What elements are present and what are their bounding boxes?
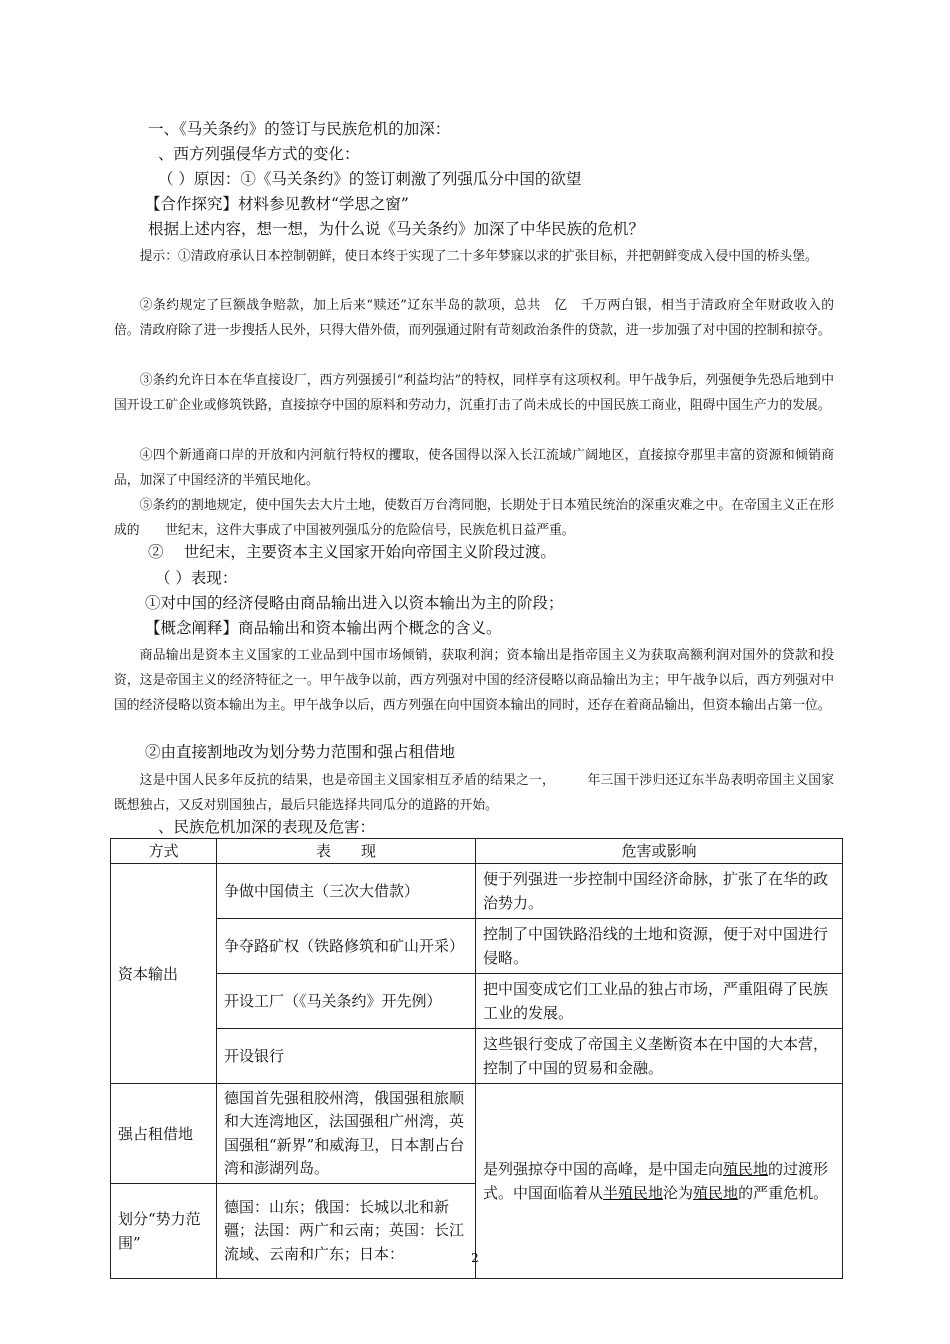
- subheading-1: 、西方列强侵华方式的变化：: [158, 145, 360, 163]
- section-heading-1: 一、《马关条约》的签订与民族危机的加深：: [148, 120, 451, 138]
- concept-paragraph: 商品输出是资本主义国家的工业品到中国市场倾销，获取利润；资本输出是指帝国主义为获取高额利润对国外的贷款和投资，这是帝国主义的经济特征之一。甲午战争以前，西方列强对中国的经济侵略以商品输出为主；甲午战争以后，西方列强对中国的经济侵略以资本输出为主。甲午战争以后，西方列强在向中国资本输出的同时，还存在着商品输出，但资本输出占第一位。: [114, 648, 834, 713]
- effect-text: 是列强掠夺中国的高峰，是中国走向: [483, 1160, 724, 1178]
- transition-line: ② 世纪末，主要资本主义国家开始向帝国主义阶段过渡。: [148, 543, 556, 561]
- table-row: [111, 919, 843, 974]
- effect-cell: 便于列强进一步控制中国经济命脉，扩张了在华的政治势力。: [476, 864, 843, 919]
- effect-text: 的过渡形式。中国面临着从: [483, 1160, 829, 1202]
- hint-paragraph-4: ④四个新通商口岸的开放和内河航行特权的攫取，使各国得以深入长江流域广阔地区，直接掠夺那里丰富的资源和倾销商品，加深了中国经济的半殖民地化。: [114, 448, 834, 488]
- method-sphere: 划分“势力范围”: [111, 1184, 217, 1279]
- effect-cell: 这些银行变成了帝国主义垄断资本在中国的大本营，控制了中国的贸易和金融。: [476, 1029, 843, 1084]
- performance-line: （ ）表现：: [155, 569, 238, 587]
- table-row: [111, 974, 843, 1029]
- table-row: [111, 1029, 843, 1084]
- effect-cell: 把中国变成它们工业品的独占市场，严重阻碍了民族工业的发展。: [476, 974, 843, 1029]
- reason-line: （ ）原因：①《马关条约》的签订刺激了列强瓜分中国的欲望: [158, 170, 582, 188]
- hint-paragraph-1: 提示：①清政府承认日本控制朝鲜，使日本终于实现了二十多年梦寐以求的扩张目标，并把朝鲜变成入侵中国的桥头堡。: [139, 249, 818, 264]
- semi-colony-term: 半殖民地: [603, 1184, 664, 1202]
- table-row: [111, 1084, 843, 1184]
- method-lease: 强占租借地: [111, 1084, 217, 1184]
- page-number: 2: [471, 1251, 479, 1265]
- hint-paragraph-2: ②条约规定了巨额战争赔款，加上后来“赎还”辽东半岛的款项，总共 亿 千万两白银，相当于清政府全年财政收入的 倍。清政府除了进一步搜括人民外，只得大借外债，而列强通过附有苛刻政治条件的贷款，进一步加强了对中国的控制和掠夺。: [114, 298, 847, 338]
- performance-cell: 德国：山东；俄国：长城以北和新疆；法国：两广和云南；英国：长江流域、云南和广东；日本：: [217, 1184, 476, 1279]
- performance-cell: 开设工厂（《马关条约》开先例）: [217, 974, 476, 1029]
- question-line: 根据上述内容，想一想，为什么说《马关条约》加深了中华民族的危机？: [148, 220, 645, 238]
- method-capital-export: 资本输出: [111, 864, 217, 1084]
- table-row: [111, 864, 843, 919]
- hint-paragraph-3: ③条约允许日本在华直接设厂，西方列强援引“利益均沾”的特权，同样享有这项权利。甲午战争后，列强便争先恐后地到中国开设工矿企业或修筑铁路，直接掠夺中国的原料和劳动力，沉重打击了尚未成长的中国民族工商业，阻碍中国生产力的发展。: [114, 373, 834, 413]
- shared-effect-cell: [476, 1084, 843, 1279]
- performance-cell: 争夺路矿权（铁路修筑和矿山开采）: [217, 919, 476, 974]
- point-1: ①对中国的经济侵略由商品输出进入以资本输出为主的阶段；: [145, 594, 564, 612]
- performance-cell: 争做中国债主（三次大借款）: [217, 864, 476, 919]
- intervention-paragraph: 这是中国人民多年反抗的结果，也是帝国主义国家相互矛盾的结果之一， 年三国干涉归还辽东半岛表明帝国主义国家既想独占，又反对别国独占，最后只能选择共同瓜分的道路的开始。: [114, 773, 834, 813]
- table-header-row: [111, 839, 843, 864]
- cooperative-inquiry: 【合作探究】材料参见教材“学思之窗”: [145, 195, 409, 213]
- header-method: 方式: [111, 839, 217, 864]
- hint-paragraph-5: ⑤条约的割地规定，使中国失去大片土地，使数百万台湾同胞，长期处于日本殖民统治的深重灾难之中。在帝国主义正在形成的 世纪末，这件大事成了中国被列强瓜分的危险信号，民族危机日益严重。: [114, 498, 834, 538]
- header-performance: 表 现: [217, 839, 476, 864]
- performance-cell: 开设银行: [217, 1029, 476, 1084]
- colony-term: 殖民地: [723, 1160, 769, 1178]
- colony-term: 殖民地: [693, 1184, 739, 1202]
- crisis-table: [110, 838, 843, 1279]
- point-2: ②由直接割地改为划分势力范围和强占租借地: [145, 743, 456, 761]
- subheading-2: 、民族危机加深的表现及危害：: [158, 818, 376, 836]
- effect-text: 沦为: [663, 1184, 694, 1202]
- concept-explanation: 【概念阐释】商品输出和资本输出两个概念的含义。: [145, 619, 502, 637]
- effect-cell: 控制了中国铁路沿线的土地和资源，便于对中国进行侵略。: [476, 919, 843, 974]
- header-effect: 危害或影响: [476, 839, 843, 864]
- effect-text: 的严重危机。: [738, 1184, 829, 1202]
- performance-cell: 德国首先强租胶州湾，俄国强租旅顺和大连湾地区，法国强租广州湾，英国强租“新界”和威海卫，日本割占台湾和澎湖列岛。: [217, 1084, 476, 1184]
